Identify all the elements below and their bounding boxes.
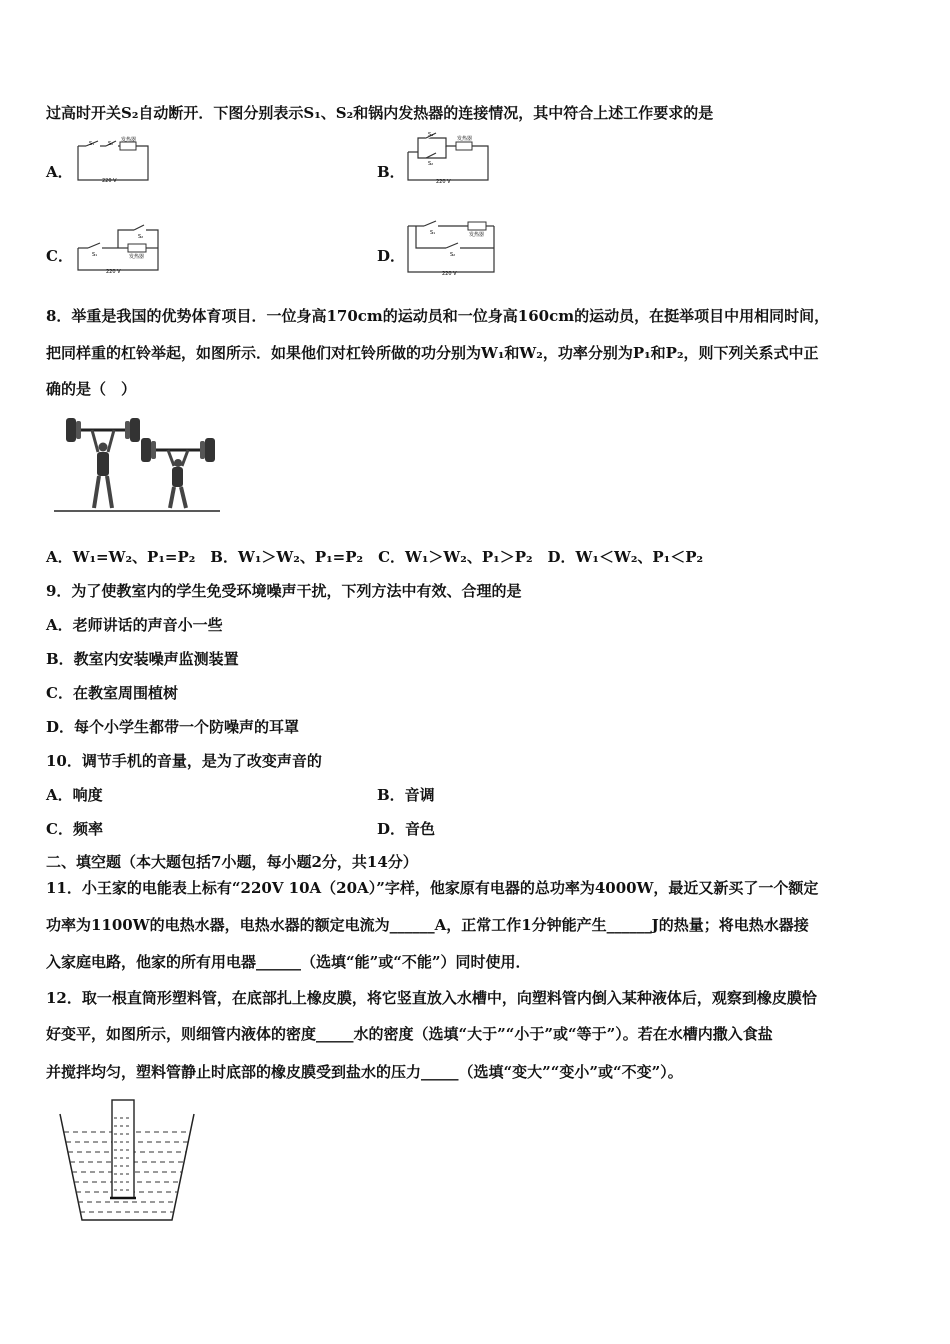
q7-c-voltage-label: 220 V <box>106 269 121 274</box>
q7-option-c-label: C． <box>46 247 73 265</box>
q7-circuit-d <box>402 216 500 276</box>
q7-option-d-label: D． <box>377 247 406 265</box>
lifter-short <box>141 438 215 508</box>
q11-line-2: 功率为1100W的电热水器，电热水器的额定电流为______A，正常工作1分钟能产生______J的热量；将电热水器接 <box>46 916 809 934</box>
q8-stem-line-1: 8．举重是我国的优势体育项目．一位身高170cm的运动员和一位身高160cm的运动员，在挺举项目中用相同时间， <box>46 307 830 325</box>
water-tank-tube-figure <box>54 1096 200 1226</box>
q7-a-heater-label: 发热器 <box>121 137 137 143</box>
q10-option-c: C．频率 <box>46 820 103 838</box>
q12-line-3: 并搅拌均匀，塑料管静止时底部的橡皮膜受到盐水的压力_____（选填“变大”“变小”或“不变”）。 <box>46 1063 683 1081</box>
q11-line-1: 11．小王家的电能表上标有“220V 10A（20A）”字样，他家原有电器的总功率为4000W，最近又新买了一个额定 <box>46 879 819 897</box>
q9-option-b: B．教室内安装噪声监测装置 <box>46 650 239 668</box>
q10-option-b: B．音调 <box>377 786 435 804</box>
q7-option-a-label: A． <box>46 163 73 181</box>
q7-tail-text: 过高时开关S₂自动断开．下图分别表示S₁、S₂和锅内发热器的连接情况，其中符合上述工作要求的是 <box>46 104 714 122</box>
q7-c-s2-label: S₂ <box>138 234 144 240</box>
q8-stem-line-3: 确的是（ ） <box>46 380 137 398</box>
q10-option-a: A．响度 <box>46 786 103 804</box>
q7-circuit-c <box>72 220 164 274</box>
q9-option-c: C．在教室周围植树 <box>46 684 178 702</box>
q7-c-s1-label: S₁ <box>92 252 98 258</box>
q9-option-d: D．每个小学生都带一个防噪声的耳罩 <box>46 718 300 736</box>
q12-line-1: 12．取一根直筒形塑料管，在底部扎上橡皮膜，将它竖直放入水槽中，向塑料管内倒入某种液体后，观察到橡皮膜恰 <box>46 989 817 1007</box>
q7-a-s1-label: S₁ <box>89 141 95 147</box>
q7-b-s2-label: S₂ <box>428 161 434 167</box>
q10-option-d: D．音色 <box>377 820 436 838</box>
q7-d-s2-label: S₂ <box>450 252 456 258</box>
q7-d-s1-label: S₁ <box>430 230 436 236</box>
q7-c-heater-label: 发热器 <box>129 254 145 260</box>
q7-a-voltage-label: 220 V <box>102 178 117 184</box>
section-2-title: 二、填空题（本大题包括7小题，每小题2分，共14分） <box>46 853 418 871</box>
q7-b-s1-label: S₁ <box>428 132 434 138</box>
q8-options: A．W₁=W₂、P₁=P₂ B．W₁＞W₂、P₁=P₂ C．W₁＞W₂、P₁＞P₂ D．W₁＜W₂、P₁＜P₂ <box>46 548 704 566</box>
q7-circuit-b <box>402 130 494 184</box>
q8-stem-line-2: 把同样重的杠铃举起，如图所示．如果他们对杠铃所做的功分别为W₁和W₂，功率分别为P₁和P₂，则下列关系式中正 <box>46 344 819 362</box>
q7-circuit-a <box>72 136 154 184</box>
q7-d-voltage-label: 220 V <box>442 271 457 276</box>
q7-b-heater-label: 发热器 <box>457 136 473 142</box>
q7-d-heater-label: 发热器 <box>469 232 485 238</box>
q11-line-3: 入家庭电路，他家的所有用电器______（选填“能”或“不能”）同时使用． <box>46 953 531 971</box>
q10-stem: 10．调节手机的音量，是为了改变声音的 <box>46 752 322 770</box>
q9-stem: 9．为了使教室内的学生免受环境噪声干扰，下列方法中有效、合理的是 <box>46 582 522 600</box>
q7-a-s2-label: S₂ <box>108 141 114 147</box>
lifter-tall <box>66 418 140 508</box>
q7-b-voltage-label: 220 V <box>436 179 451 184</box>
q9-option-a: A．老师讲话的声音小一些 <box>46 616 223 634</box>
q7-option-b-label: B． <box>377 163 405 181</box>
q12-line-2: 好变平，如图所示，则细管内液体的密度_____水的密度（选填“大于”“小于”或“等于”）。若在水槽内撒入食盐 <box>46 1025 773 1043</box>
weightlifters-figure <box>50 408 225 516</box>
